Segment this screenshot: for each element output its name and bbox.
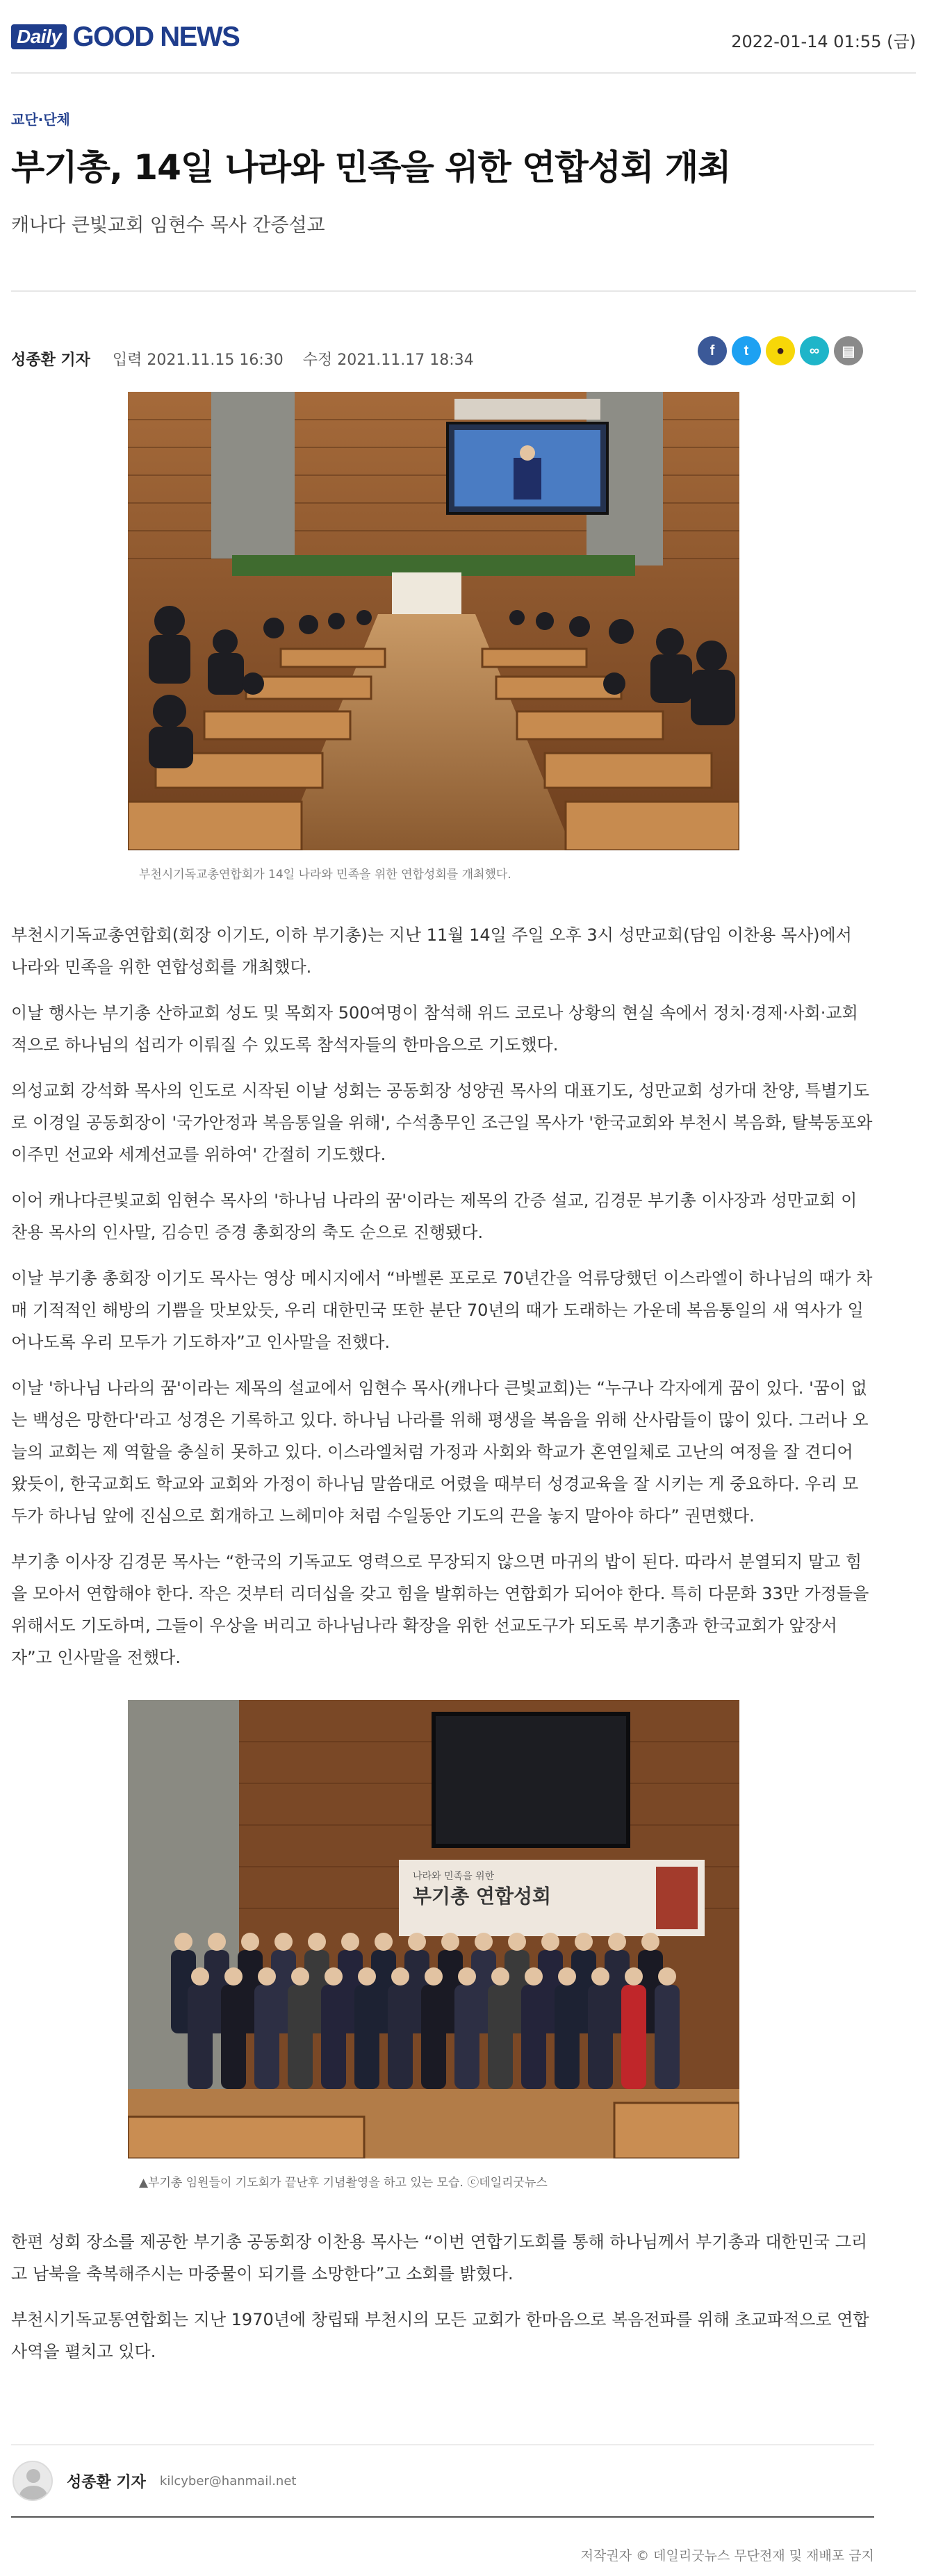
person-head-shape	[274, 1933, 293, 1951]
person-head-shape	[208, 1933, 226, 1951]
banner-small-text: 나라와 민족을 위한	[413, 1871, 495, 1882]
facebook-icon[interactable]: f	[698, 336, 727, 365]
person-head-shape	[408, 1933, 426, 1951]
article-paragraph: 이어 캐나다큰빛교회 임현수 목사의 '하나님 나라의 꿈'이라는 제목의 간증 설교, 김경문 부기총 이사장과 성만교회 이찬용 목사의 인사말, 김승민 증경 총회장의 축도 순으로 진행됐다.	[11, 1191, 858, 1242]
link-icon[interactable]: ∞	[800, 336, 829, 365]
person-head-shape	[525, 1967, 543, 1985]
person-head-shape	[224, 1967, 243, 1985]
person-head-shape	[258, 1967, 276, 1985]
person-head-shape	[174, 1933, 192, 1951]
person-head-shape	[358, 1967, 376, 1985]
person-body-shape	[254, 1985, 279, 2089]
person-head-shape	[441, 1933, 459, 1951]
person-body-shape	[321, 1985, 346, 2089]
person-head-shape	[658, 1967, 676, 1985]
person-head-shape	[475, 1933, 493, 1951]
person-head-shape	[325, 1967, 343, 1985]
modified-date: 수정 2021.11.17 18:34	[302, 351, 474, 369]
person-body-shape	[388, 1985, 413, 2089]
author-avatar	[13, 2461, 53, 2501]
person-body-shape	[288, 1985, 313, 2089]
person-body-shape	[555, 1985, 580, 2089]
header-datetime: 2022-01-14 01:55 (금)	[731, 32, 916, 51]
article-paragraph: 한편 성회 장소를 제공한 부기총 공동회장 이찬용 목사는 “이번 연합기도회를 통해 하나님께서 부기총과 대한민국 그리고 남북을 축복해주시는 마중물이 되기를 소망한다”고 소회를 밝혔다.	[11, 2232, 868, 2284]
published-date: 입력 2021.11.15 16:30	[112, 351, 284, 369]
article-photo-group	[128, 1700, 739, 2158]
article-paragraph: 이날 부기총 총회장 이기도 목사는 영상 메시지에서 “바벨론 포로로 70년간을 억류당했던 이스라엘이 하나님의 때가 차매 기적적인 해방의 기쁨을 맛보았듯, 우리 대한민국 또한 분단 70년의 때가 도래하는 가운데 복음통일의 새 역사가 일어나도록 우리 모두가 기도하자”고 인사말을 전했다.	[11, 1269, 873, 1352]
author-box	[11, 2444, 874, 2518]
kakaotalk-icon[interactable]: ●	[766, 336, 795, 365]
person-body-shape	[221, 1985, 246, 2089]
share-bar	[698, 336, 863, 365]
person-body-shape	[488, 1985, 513, 2089]
group-photo-illustration	[128, 1700, 739, 2158]
person-head-shape	[458, 1967, 476, 1985]
article-paragraph: 부천시기독교총연합회(회장 이기도, 이하 부기총)는 지난 11월 14일 주일 오후 3시 성만교회(담임 이찬용 목사)에서 나라와 민족을 위한 연합성회를 개최했다.	[11, 925, 852, 977]
person-head-shape	[608, 1933, 626, 1951]
person-head-shape	[541, 1933, 559, 1951]
site-header	[11, 17, 916, 74]
person-head-shape	[575, 1933, 593, 1951]
person-body-shape	[454, 1985, 479, 2089]
copyright-notice: 저작권자 © 데일리굿뉴스 무단전재 및 재배포 금지	[580, 2548, 874, 2563]
article-paragraph: 부기총 이사장 김경문 목사는 “한국의 기독교도 영력으로 무장되지 않으면 마귀의 밥이 된다. 따라서 분열되지 말고 힘을 모아서 연합해야 한다. 작은 것부터 리더십을 갖고 힘을 발휘하는 연합회가 되어야 한다. 특히 다문화 33만 가정들을 위해서도 기도하며, 그들이 우상을 버리고 하나님나라 확장을 위한 선교도구가 되도록 부기총과 한국교회가 앞장서자”고 인사말을 전했다.	[11, 1552, 869, 1667]
person-head-shape	[341, 1933, 359, 1951]
person-head-shape	[391, 1967, 409, 1985]
avatar-head-shape	[26, 2469, 40, 2483]
article-body-part1	[11, 919, 873, 1687]
person-body-shape	[588, 1985, 613, 2089]
sanctuary-photo-illustration	[128, 392, 739, 850]
author-email[interactable]: kilcyber@hanmail.net	[159, 2473, 297, 2488]
person-head-shape	[591, 1967, 609, 1985]
article-paragraph: 부천시기독교통연합회는 지난 1970년에 창립돼 부천시의 모든 교회가 한마음으로 복음전파를 위해 초교파적으로 연합사역을 펼치고 있다.	[11, 2310, 869, 2361]
banner-title-text: 부기총 연합성회	[413, 1885, 552, 1908]
person-head-shape	[191, 1967, 209, 1985]
person-body-shape	[188, 1985, 213, 2089]
twitter-icon[interactable]: t	[732, 336, 761, 365]
author-name[interactable]: 성종환 기자	[67, 2473, 146, 2491]
person-head-shape	[625, 1967, 643, 1985]
person-head-shape	[508, 1933, 526, 1951]
byline-author[interactable]: 성종환 기자	[11, 351, 90, 369]
article-body-part2	[11, 2226, 873, 2381]
article-title: 부기총, 14일 나라와 민족을 위한 연합성회 개최	[11, 147, 731, 188]
person-head-shape	[425, 1967, 443, 1985]
article-photo-sanctuary	[128, 392, 739, 850]
person-head-shape	[308, 1933, 326, 1951]
person-body-shape	[655, 1985, 680, 2089]
heading-divider	[11, 290, 916, 292]
logo-good-news-text: GOOD NEWS	[72, 21, 240, 52]
person-body-shape	[621, 1985, 646, 2089]
person-head-shape	[491, 1967, 509, 1985]
print-icon[interactable]: ▤	[834, 336, 863, 365]
article-paragraph: 이날 '하나님 나라의 꿈'이라는 제목의 설교에서 임현수 목사(캐나다 큰빛교회)는 “누구나 각자에게 꿈이 있다. '꿈이 없는 백성은 망한다'라고 성경은 기록하고 있다. 하나님 나라를 위해 평생을 복음을 위해 산사람들이 많이 있다. 그러나 오늘의 교회는 제 역할을 충실히 못하고 있다. 이스라엘처럼 가정과 사회와 학교가 혼연일체로 고난의 여정을 잘 견디어 왔듯이, 한국교회도 학교와 교회와 가정이 하나님 말씀대로 어렸을 때부터 성경교육을 잘 시키는 게 중요하다. 우리 모두가 하나님 앞에 진심으로 회개하고 느헤미야 처럼 수일동안 기도의 끈을 놓지 말아야 하다” 권면했다.	[11, 1378, 869, 1526]
photo2-caption: ▲부기총 임원들이 기도회가 끝난후 기념촬영을 하고 있는 모습. ⓒ데일리굿뉴스	[139, 2176, 548, 2190]
person-body-shape	[421, 1985, 446, 2089]
person-head-shape	[641, 1933, 659, 1951]
article-subtitle: 캐나다 큰빛교회 임현수 목사 간증설교	[11, 215, 325, 236]
person-head-shape	[291, 1967, 309, 1985]
avatar-shoulders-shape	[19, 2486, 47, 2501]
article-byline	[11, 345, 493, 372]
person-body-shape	[354, 1985, 379, 2089]
logo-daily-text: Daily	[11, 24, 67, 49]
person-head-shape	[375, 1933, 393, 1951]
article-paragraph: 이날 행사는 부기총 산하교회 성도 및 목회자 500여명이 참석해 위드 코로나 상황의 현실 속에서 정치·경제·사회·교회적으로 하나님의 섭리가 이뤄질 수 있도록 참석자들의 한마음으로 기도했다.	[11, 1003, 858, 1055]
site-logo[interactable]	[11, 21, 239, 53]
photo1-caption: 부천시기독교총연합회가 14일 나라와 민족을 위한 연합성회를 개최했다.	[139, 868, 511, 882]
person-head-shape	[558, 1967, 576, 1985]
person-head-shape	[241, 1933, 259, 1951]
article-category[interactable]: 교단·단체	[11, 111, 70, 128]
article-paragraph: 의성교회 강석화 목사의 인도로 시작된 이날 성회는 공동회장 성양권 목사의 대표기도, 성만교회 성가대 찬양, 특별기도로 이경일 공동회장이 '국가안정과 복음통일을 위해', 수석총무인 조근일 목사가 '한국교회와 부천시 복음화, 탈북동포와 이주민 선교와 세계선교를 위하여' 간절히 기도했다.	[11, 1081, 873, 1164]
person-body-shape	[521, 1985, 546, 2089]
